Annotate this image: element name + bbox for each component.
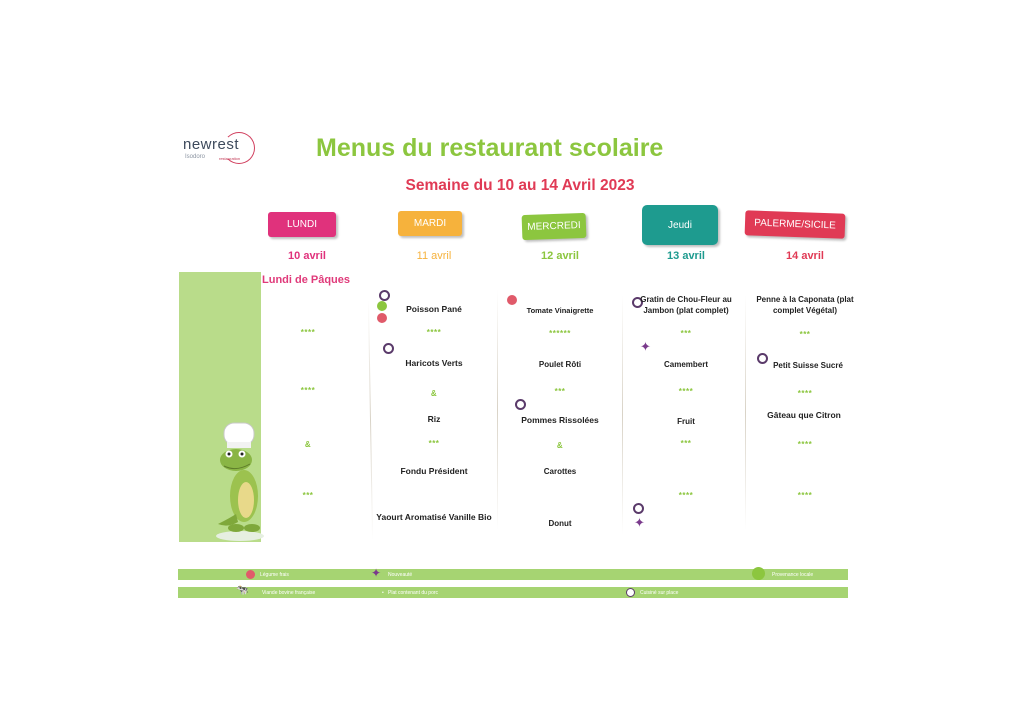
legend-bar-2	[178, 587, 848, 598]
tuesday-item-2: Haricots Verts	[405, 358, 463, 368]
column-divider	[622, 295, 623, 535]
page-subtitle: Semaine du 10 au 14 Avril 2023	[405, 177, 635, 194]
novelty-star-icon: ✦	[634, 515, 645, 530]
legend-beef: Viande bovine française	[262, 590, 316, 596]
legend-local: Provenance locale	[772, 572, 814, 578]
thursday-separator-3: ***	[680, 439, 692, 448]
friday-item-3: Gâteau que Citron	[767, 410, 841, 420]
cuisine-icon	[515, 399, 526, 410]
logo-ring-icon	[223, 132, 255, 164]
legend-pork: Plat contenant du porc	[388, 590, 439, 596]
cuisine-icon	[633, 503, 644, 514]
local-provenance-icon	[752, 567, 765, 580]
fresh-vegetable-icon	[507, 295, 517, 305]
logo-sub: Isodoro	[185, 154, 206, 160]
monday-note: Lundi de Pâques	[262, 274, 351, 286]
thursday-separator-4: ****	[678, 491, 694, 500]
tuesday-separator-1: ****	[426, 328, 442, 337]
monday-separator-3: &	[304, 440, 312, 449]
tuesday-item-3: Riz	[427, 414, 441, 424]
wednesday-item-1: Tomate Vinaigrette	[526, 306, 594, 315]
novelty-star-icon: ✦	[640, 339, 651, 354]
date-mercredi: 12 avril	[541, 250, 579, 262]
day-header-palerme: PALERME/SICILE	[745, 210, 846, 238]
newrest-logo	[183, 134, 255, 172]
column-divider	[368, 300, 373, 540]
legend-cooked-on-site: Cuisiné sur place	[640, 590, 679, 596]
logo-sub2: restauration	[219, 156, 241, 161]
wednesday-item-3: Pommes Rissolées	[521, 415, 599, 425]
legend-novelty: Nouveauté	[388, 572, 413, 578]
thursday-item-3: Fruit	[677, 417, 695, 426]
monday-separator-2: ****	[300, 386, 316, 395]
friday-item-1: Penne à la Caponata (plat complet Végétal)	[756, 295, 854, 315]
friday-separator-1: ***	[799, 330, 811, 339]
wednesday-separator-1: ******	[549, 329, 571, 338]
date-vendredi: 14 avril	[786, 250, 824, 262]
novelty-star-icon: ✦	[371, 566, 382, 580]
crocodile-chef-icon	[214, 418, 264, 542]
wednesday-item-4: Carottes	[543, 467, 577, 476]
pork-dot-icon: •	[382, 590, 384, 596]
tuesday-separator-2: &	[430, 389, 438, 398]
thursday-item-1: Gratin de Chou-Fleur au Jambon (plat complet)	[640, 295, 732, 315]
wednesday-item-5: Donut	[548, 519, 572, 528]
monday-separator-1: ****	[300, 328, 316, 337]
tuesday-item-5: Yaourt Aromatisé Vanille Bio	[376, 512, 492, 522]
date-mardi: 11 avril	[416, 250, 452, 262]
tuesday-item-4: Fondu Président	[400, 466, 468, 476]
date-jeudi: 13 avril	[667, 250, 705, 262]
fresh-vegetable-icon	[246, 570, 255, 579]
day-header-lundi: LUNDI	[268, 212, 336, 237]
friday-separator-2: ****	[797, 389, 813, 398]
tuesday-item-1: Poisson Pané	[406, 304, 462, 314]
day-header-mercredi: MERCREDI	[522, 213, 587, 240]
logo-name: newrest	[183, 136, 240, 153]
wednesday-item-2: Poulet Rôti	[538, 360, 582, 369]
cuisine-icon	[626, 588, 635, 597]
friday-separator-4: ****	[797, 491, 813, 500]
thursday-item-2: Camembert	[663, 360, 708, 369]
column-divider	[497, 290, 498, 530]
page-title: Menus du restaurant scolaire	[316, 134, 664, 162]
friday-item-2: Petit Suisse Sucré	[773, 361, 843, 370]
legend-bar-1	[178, 566, 848, 580]
legend-fresh-vegetable: Légume frais	[260, 572, 289, 578]
wednesday-separator-2: ***	[554, 387, 566, 396]
day-header-mardi: MARDI	[398, 211, 462, 236]
beef-icon: 🐄	[236, 585, 249, 596]
thursday-separator-1: ***	[680, 329, 692, 338]
cuisine-icon	[379, 290, 390, 301]
friday-separator-3: ****	[797, 440, 813, 449]
date-lundi: 10 avril	[288, 250, 326, 262]
tuesday-separator-3: ***	[428, 439, 440, 448]
monday-separator-4: ***	[302, 491, 314, 500]
cuisine-icon	[383, 343, 394, 354]
wednesday-separator-3: &	[556, 441, 564, 450]
thursday-separator-2: ****	[678, 387, 694, 396]
day-header-jeudi: Jeudi	[642, 205, 718, 245]
